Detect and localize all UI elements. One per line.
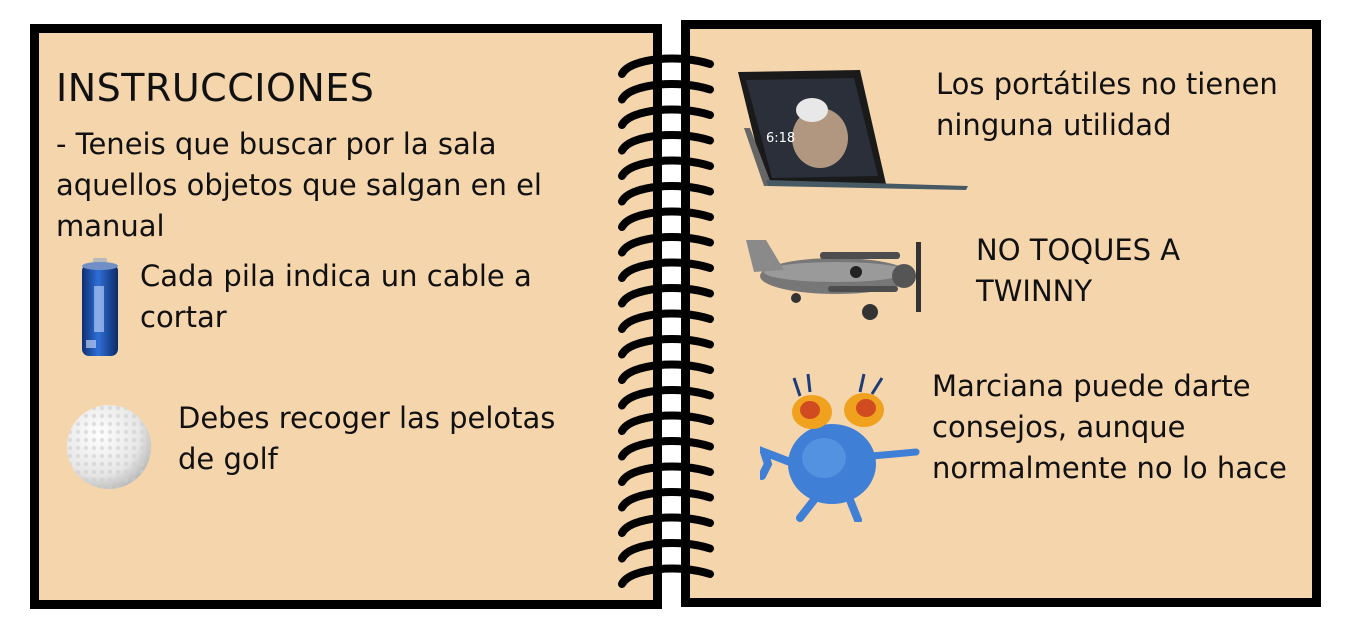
spiral-ring <box>622 263 710 278</box>
spiral-ring <box>622 365 710 380</box>
alien-note: Marciana puede darte consejos, aunque normalmente no lo hace <box>932 369 1287 485</box>
spiral-ring <box>622 314 710 329</box>
airplane-note: NO TOQUES A TWINNY <box>976 233 1181 308</box>
spiral-ring <box>622 390 710 405</box>
battery-instruction: Cada pila indica un cable a cortar <box>140 259 532 334</box>
battery-icon <box>78 256 122 360</box>
spiral-binding <box>610 48 730 608</box>
spiral-ring <box>622 492 710 507</box>
golf-ball-icon <box>66 404 152 490</box>
laptop-note: Los portátiles no tienen ninguna utilidad <box>936 67 1278 142</box>
spiral-ring <box>622 543 710 558</box>
alien-icon <box>760 372 920 522</box>
svg-text:6:18: 6:18 <box>766 131 796 146</box>
spiral-ring <box>622 110 710 125</box>
page-title: INSTRUCCIONES <box>56 66 375 110</box>
spiral-ring <box>622 339 710 354</box>
spiral-ring <box>622 416 710 431</box>
spiral-ring <box>622 288 710 303</box>
spiral-ring <box>622 212 710 227</box>
spiral-ring <box>622 467 710 482</box>
spiral-ring <box>622 161 710 176</box>
spiral-ring <box>622 237 710 252</box>
spiral-ring <box>622 518 710 533</box>
spiral-ring <box>622 59 710 74</box>
golf-instruction: Debes recoger las pelotas de golf <box>178 401 556 476</box>
spiral-ring <box>622 135 710 150</box>
airplane-icon <box>740 232 926 322</box>
intro-text: - Teneis que buscar por la sala aquellos objetos que salgan en el manual <box>56 127 542 243</box>
spiral-ring <box>622 569 710 584</box>
spiral-ring <box>622 186 710 201</box>
spiral-ring <box>622 84 710 99</box>
spiral-ring <box>622 441 710 456</box>
